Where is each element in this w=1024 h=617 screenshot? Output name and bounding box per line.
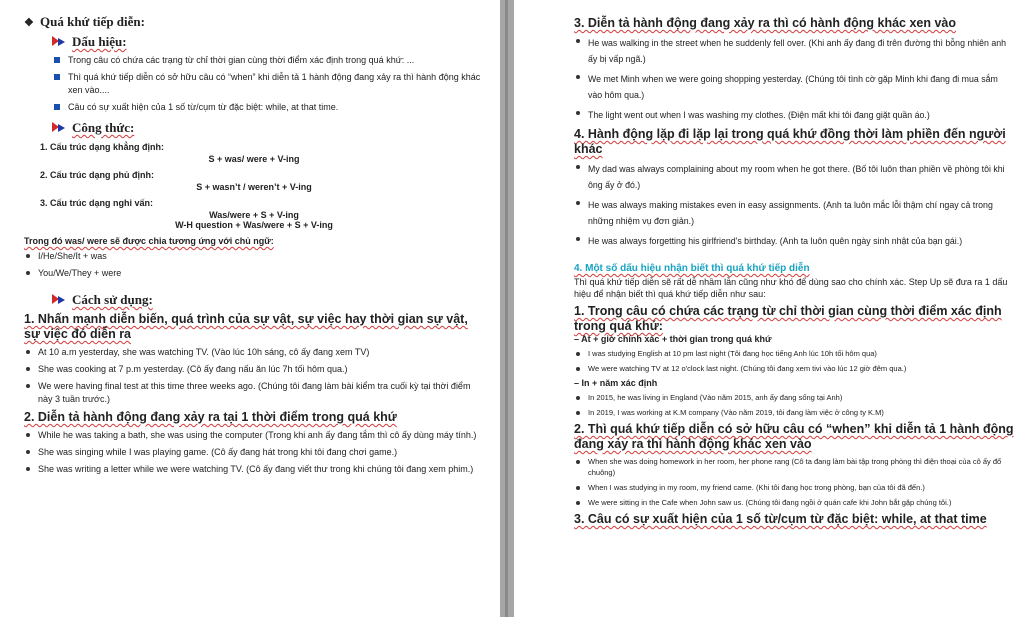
list-item: I was studying English at 10 pm last night (Tôi đang học tiếng Anh lúc 10h tối hôm qua) (574, 348, 1014, 359)
document-page-left (0, 0, 500, 617)
list-item: He was always making mistakes even in easy assignments. (Anh ta luôn mắc lỗi thậm chí ngay cả trong những nhiệm vụ đơn giản.) (574, 197, 1014, 229)
list-item: The light went out when I was washing my clothes. (Điện mất khi tôi đang giặt quần áo.) (574, 107, 1014, 123)
list-item: We met Minh when we were going shopping yesterday. (Chúng tôi tình cờ gặp Minh khi đang đi mua sắm vào hôm qua.) (574, 71, 1014, 103)
formula-line: S + wasn’t / weren’t + V-ing (196, 182, 312, 192)
list-item: While he was taking a bath, she was using the computer (Trong khi anh ấy đang tắm thì cô ấy dùng máy tính.) (24, 429, 484, 442)
note-text: Trong đó was/ were sẽ được chia tương ứng với chủ ngữ: (24, 236, 274, 246)
list-item: Thì quá khứ tiếp diễn có sở hữu câu có “when” khi diễn tả 1 hành động đang xảy ra thì hành động khác xen vào.... (54, 71, 484, 97)
list-item: Trong câu có chứa các trạng từ chỉ thời gian cùng thời điểm xác định trong quá khứ: ... (54, 54, 484, 67)
document-page-right (514, 0, 1024, 617)
flag-bullet-icon (52, 294, 66, 305)
sign-heading: Dấu hiệu: (52, 34, 484, 50)
sign1-list-a (574, 348, 1014, 374)
sign1-sub-a: – At + giờ chính xác + thời gian trong quá khứ (574, 334, 772, 344)
formula-line: Was/were + S + V-ing (209, 210, 299, 220)
intro-paragraph: Thì quá khứ tiếp diễn sẽ rất dễ nhầm lẫn cũng như khó để dùng sao cho chính xác. Step Up sẽ đưa ra 1 dấu hiệu để nhận biết thì quá khứ tiếp diễn như sau: (574, 277, 1008, 299)
formula-line: W-H question + Was/were + S + V-ing (175, 220, 333, 230)
list-item: She was cooking at 7 p.m yesterday. (Cô ấy đang nấu ăn lúc 7h tối hôm qua.) (24, 363, 484, 376)
formula-heading: Công thức: (52, 120, 484, 136)
formula-label: 3. Cấu trúc dạng nghi vấn: (40, 198, 154, 208)
formula-label: 2. Cấu trúc dạng phủ định: (40, 170, 154, 180)
list-item: We were having final test at this time three weeks ago. (Chúng tôi đang làm bài kiểm tra cuối kỳ tại thời điểm này 3 tuần trước.) (24, 380, 484, 406)
list-item: You/We/They + were (24, 267, 484, 280)
sign1-list-b (574, 392, 1014, 418)
subjects-list (24, 250, 484, 280)
page-divider (500, 0, 514, 617)
list-item: We were sitting in the Cafe when John saw us. (Chúng tôi đang ngồi ở quán cafe khi John bắt gặp chúng tôi.) (574, 497, 1014, 508)
usage1-list (24, 346, 484, 406)
flag-bullet-icon (52, 122, 66, 133)
list-item: When she was doing homework in her room, her phone rang (Cô ta đang làm bài tập trong phòng thì điện thoại của cô ấy đổ chuông) (574, 456, 1014, 478)
sign2-heading: 2. Thì quá khứ tiếp diễn có sở hữu câu có “when” khi diễn tả 1 hành động đang xảy ra thì hành động khác xen vào (574, 422, 1014, 451)
sign1-heading: 1. Trong câu có chứa các trạng từ chỉ thời gian cùng thời điểm xác định trong quá khứ: (574, 304, 1002, 333)
usage3-heading: 3. Diễn tả hành động đang xảy ra thì có hành động khác xen vào (574, 16, 957, 30)
list-item: At 10 a.m yesterday, she was watching TV. (Vào lúc 10h sáng, cô ấy đang xem TV) (24, 346, 484, 359)
list-item: When I was studying in my room, my friend came. (Khi tôi đang học trong phòng, bạn của tôi đã đến.) (574, 482, 1014, 493)
list-item: He was walking in the street when he suddenly fell over. (Khi anh ấy đang đi trên đường thì bỗng nhiên anh ấy bị vấp ngã.) (574, 35, 1014, 67)
sign2-list (574, 456, 1014, 508)
diamond-bullet-icon (24, 16, 34, 29)
list-item: She was writing a letter while we were watching TV. (Cô ấy đang viết thư trong khi chúng tôi đang xem phim.) (24, 463, 484, 476)
usage4-heading: 4. Hành động lặp đi lặp lại trong quá khứ đồng thời làm phiền đến người khác (574, 127, 1006, 156)
signs-list (24, 54, 484, 114)
list-item: In 2015, he was living in England (Vào năm 2015, anh ấy đang sống tại Anh) (574, 392, 1014, 403)
formula-line: S + was/ were + V-ing (208, 154, 300, 164)
list-item: He was always forgetting his girlfriend's birthday. (Anh ta luôn quên ngày sinh nhật của bạn gái.) (574, 233, 1014, 249)
usage2-list (24, 429, 484, 476)
list-item: My dad was always complaining about my room when he got there. (Bố tôi luôn than phiền về phòng tôi khi ông ấy ở đó.) (574, 161, 1014, 193)
list-item: She was singing while I was playing game. (Cô ấy đang hát trong khi tôi đang chơi game.) (24, 446, 484, 459)
list-item: Câu có sự xuất hiện của 1 số từ/cụm từ đặc biệt: while, at that time. (54, 101, 484, 114)
list-item: I/He/She/It + was (24, 250, 484, 263)
flag-bullet-icon (52, 36, 66, 47)
sign1-sub-b: – In + năm xác định (574, 378, 658, 388)
list-item: We were watching TV at 12 o'clock last night. (Chúng tôi đang xem tivi vào lúc 12 giờ đêm qua.) (574, 363, 1014, 374)
usage3-list (574, 35, 1014, 123)
usage-heading: Cách sử dụng: (52, 292, 484, 308)
usage2-heading: 2. Diễn tả hành động đang xảy ra tại 1 thời điểm trong quá khứ (24, 410, 397, 424)
formula-label: 1. Cấu trúc dạng khẳng định: (40, 142, 165, 152)
usage4-list (574, 161, 1014, 249)
usage1-heading: 1. Nhấn mạnh diễn biến, quá trình của sự vật, sự việc hay thời gian sự vật, sự việc đó diễn ra (24, 312, 468, 341)
sign3-heading: 3. Câu có sự xuất hiện của 1 số từ/cụm từ đặc biệt: while, at that time (574, 512, 987, 526)
section-title: ❖Quá khứ tiếp diễn: (24, 14, 484, 30)
signs-section-heading: 4. Một số dấu hiệu nhận biết thì quá khứ tiếp diễn (574, 263, 810, 274)
list-item: In 2019, I was working at K.M company (Vào năm 2019, tôi đang làm việc ở công ty K.M) (574, 407, 1014, 418)
